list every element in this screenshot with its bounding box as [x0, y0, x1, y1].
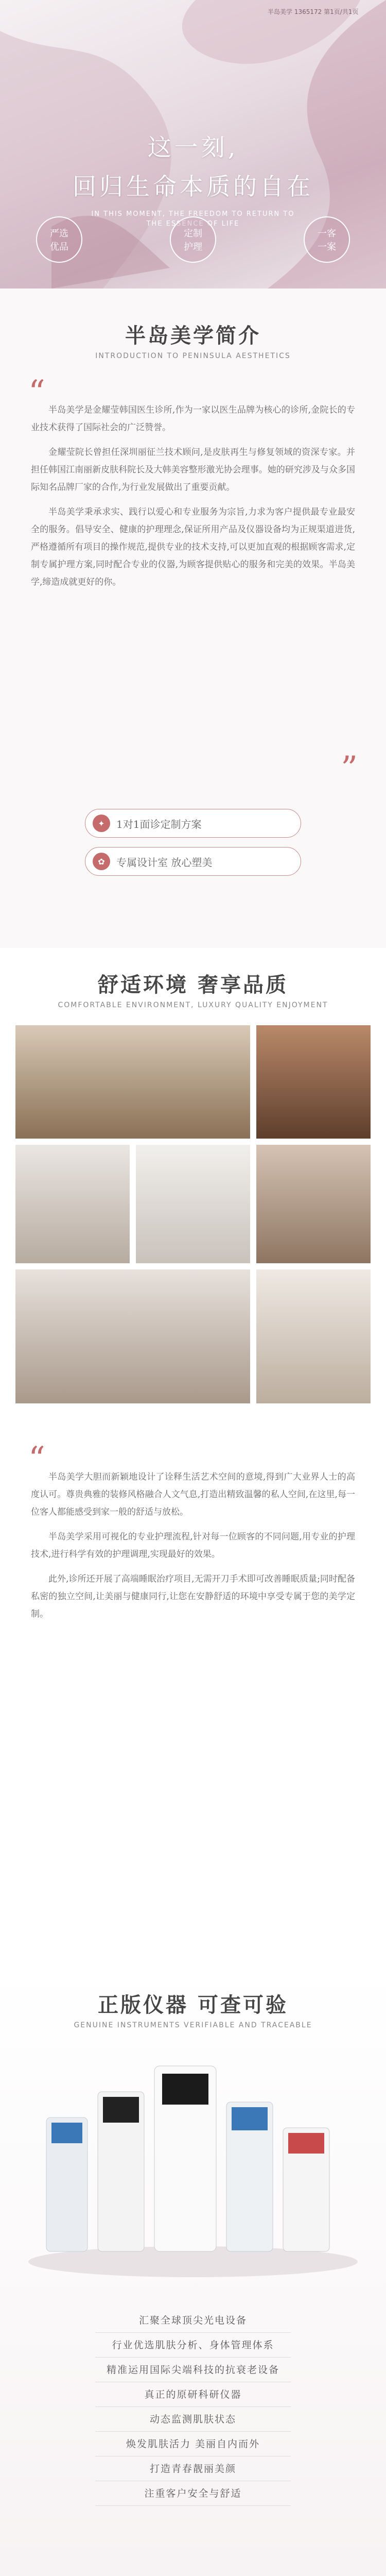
hero-en-2: THE ESSENCE OF LIFE	[146, 220, 240, 228]
corner-brand: 半岛美学	[268, 8, 293, 15]
shield-icon: ✿	[93, 853, 110, 870]
feature-item: 汇聚全球顶尖光电设备	[95, 2308, 291, 2333]
hero-badges	[0, 216, 386, 263]
quote-icon: “	[28, 374, 45, 412]
quote-icon-2: “	[28, 1440, 45, 1478]
env-photo-grid	[15, 1025, 371, 1417]
intro-title: 半岛美学简介	[125, 324, 261, 348]
feature-item: 注重客户安全与舒适	[95, 2481, 291, 2506]
photo-lobby	[15, 1025, 250, 1139]
instruments-subtitle: GENUINE INSTRUMENTS VERIFIABLE AND TRACEABLE	[74, 2021, 312, 2029]
instruments-section	[0, 1968, 386, 2576]
instruments-title: 正版仪器 可查可验	[98, 1993, 288, 2017]
env-title: 舒适环境 奢享品质	[98, 973, 288, 997]
intro-p1: 半岛美学是金耀莹韩国医生诊所,作为一家以医生品牌为核心的诊所,金院长的专业技术获得了国际社会的广泛赞誉。	[31, 405, 355, 433]
photo-treatment-room	[136, 1145, 250, 1263]
env-subtitle: COMFORTABLE ENVIRONMENT, LUXURY QUALITY ENJOYMENT	[58, 1001, 328, 1009]
corner-number: 1365172	[294, 8, 322, 15]
hero-section	[0, 0, 386, 289]
badge-selected: 严选 优品	[36, 216, 82, 263]
env-p1: 半岛美学大胆而新颖地设计了诠释生活艺术空间的意境,得到广大业界人士的高度认可。尊贵典雅的装修风格融合人文气息,打造出精致温馨的私人空间,在这里,每一位客人都能感受到家一般的舒适与放松。	[31, 1472, 355, 1517]
photo-reception	[15, 1145, 130, 1263]
intro-section	[0, 289, 386, 948]
env-section	[0, 948, 386, 1968]
intro-p2: 金耀莹院长曾担任深圳丽征兰技术顾问,是皮肤再生与修复领域的资深专家。并担任韩国江南丽新皮肤科院长及大韩美容整形激光协会理事。她的研究涉及与众多国际知名品牌厂家的合作,为行业发展做出了重要贡献。	[31, 447, 355, 493]
pill-design-room: ✿ 专属设计室 放心塑美	[85, 847, 301, 876]
feature-item: 焕发肌肤活力 美丽自内而外	[95, 2432, 291, 2456]
feature-item: 精准运用国际尖端科技的抗衰老设备	[95, 2358, 291, 2382]
corner-page: 第1页/共1页	[324, 8, 359, 15]
pill-consultation: ✦ 1对1面诊定制方案	[85, 809, 301, 838]
feature-item: 真正的原研科研仪器	[95, 2382, 291, 2407]
feature-item: 行业优选肌肤分析、身体管理体系	[95, 2333, 291, 2358]
hero-title-2: 回归生命本质的自在	[73, 173, 313, 200]
corner-label	[268, 7, 358, 16]
photo-vip-room	[15, 1269, 250, 1403]
hero-en-1: IN THIS MOMENT, THE FREEDOM TO RETURN TO	[91, 210, 295, 218]
env-p3: 此外,诊所还开展了高端睡眠治疗项目,无需开刀手术即可改善睡眠质量;同时配备私密的独立空间,让美丽与健康同行,让您在安静舒适的环境中享受专属于您的美学定制。	[31, 1574, 355, 1619]
feature-item: 动态监测肌肤状态	[95, 2407, 291, 2432]
intro-p3: 半岛美学秉承求实、践行以爱心和专业服务为宗旨,力求为客户提供最专业最安全的服务。倡导安全、健康的护理理念,保证所用产品及仪器设备均为正规渠道进货,严格遵循所有项目的操作规范,提供专业的技术支持,可以更加直观的根据顾客需求,定制专属护理方案,同时配合专业的仪器,为顾客提供贴心的服务和完美的效果。半岛美学,缔造成就更好的你。	[31, 507, 355, 587]
photo-lounge	[256, 1145, 371, 1263]
hero-title-1: 这一刻,	[147, 133, 239, 161]
quote-close-icon: ”	[341, 750, 358, 788]
photo-bed-room	[256, 1269, 371, 1403]
person-icon: ✦	[93, 815, 110, 832]
badge-plan: 一客 一案	[304, 216, 350, 263]
feature-item: 打造青春靓丽美颜	[95, 2456, 291, 2481]
instruments-illustration	[15, 2045, 371, 2282]
photo-corridor	[256, 1025, 371, 1139]
env-p2: 半岛美学采用可视化的专业护理流程,针对每一位顾客的不同问题,用专业的护理技术,进行科学有效的护理调理,实现最好的效果。	[31, 1532, 355, 1560]
intro-subtitle: INTRODUCTION TO PENINSULA AESTHETICS	[95, 352, 291, 360]
badge-custom: 定制 护理	[170, 216, 216, 263]
